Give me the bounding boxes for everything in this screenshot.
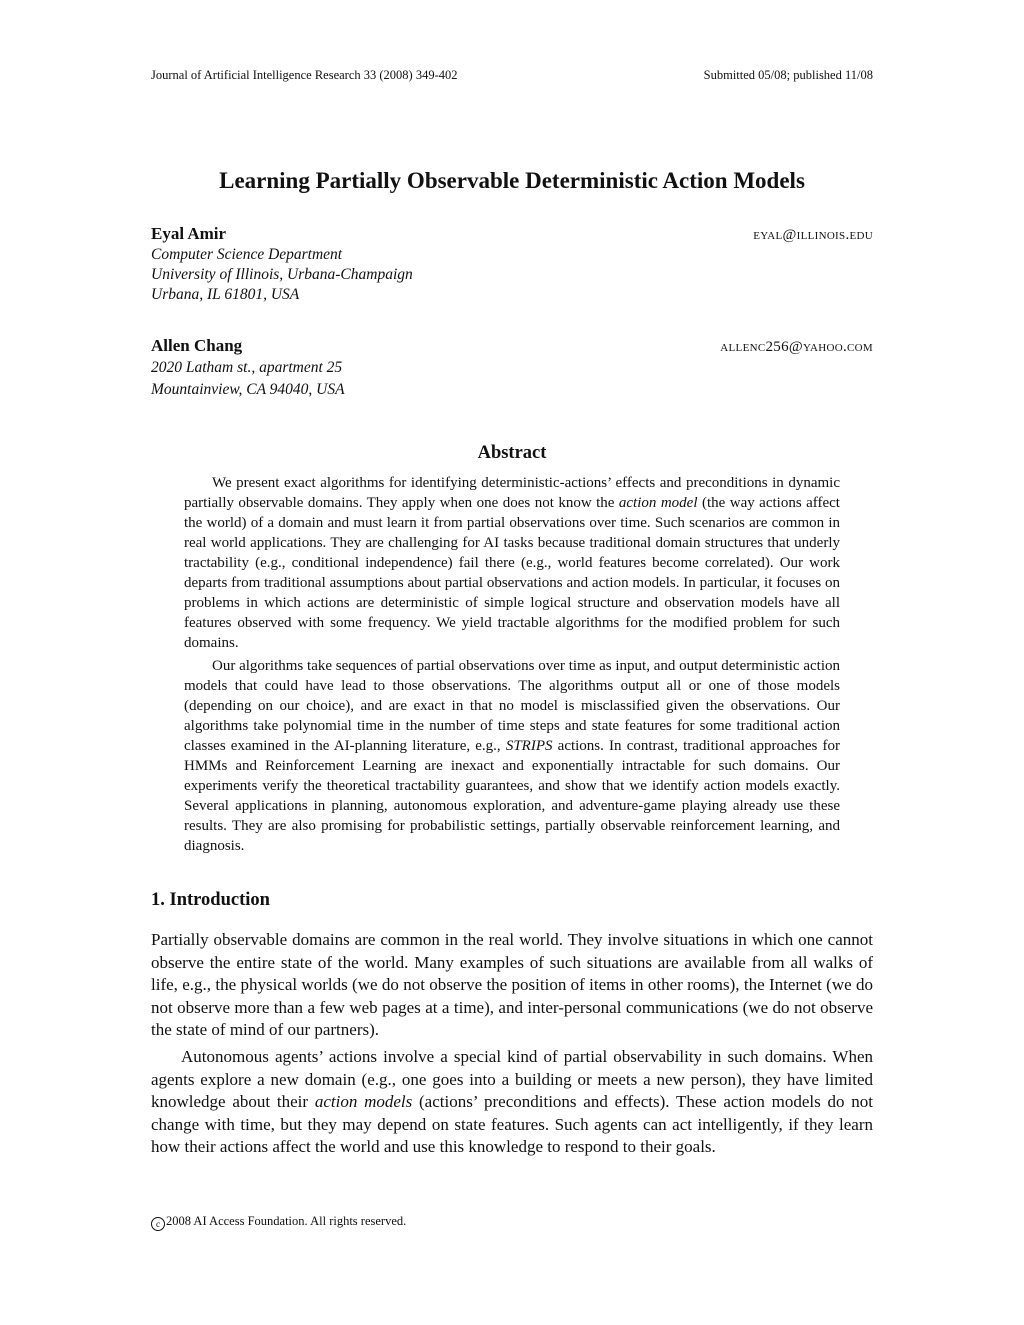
abstract-heading: Abstract	[477, 443, 547, 463]
running-head	[151, 68, 873, 83]
intro-text: Autonomous agents’ actions involve a special kind of partial observability in such domains. When agents explore a new domain (e.g., one goes into a building or meets a new person), they have limited knowledge about their	[151, 1046, 873, 1112]
abstract-emphasis: STRIPS	[505, 738, 553, 754]
introduction-body	[151, 929, 873, 1163]
author-name: Eyal Amir	[151, 224, 227, 243]
author-block	[151, 224, 873, 305]
paper-page	[151, 0, 873, 1325]
copyright-icon: c	[151, 1217, 165, 1231]
abstract-text: Our algorithms take sequences of partial observations over time as input, and output deterministic action models that could have lead to those observations. The algorithms output all or one of those models (depending on our choice), and are exact in that no model is misclassified given the observations. Our algorithms take polynomial time in the number of time steps and state features for some traditional action classes examined in the AI-planning literature, e.g.,	[184, 658, 840, 754]
author-affiliation-line: Urbana, IL 61801, USA	[151, 286, 300, 303]
author-affiliation-line: Mountainview, CA 94040, USA	[151, 381, 345, 398]
abstract-text: actions. In contrast, traditional approaches for HMMs and Reinforcement Learning are inexact and exponentially intractable for such domains. Our experiments verify the theoretical tractability guarantees, and show that we identify action models exactly. Several applications in planning, autonomous exploration, and adventure-game playing already use these results. They are also promising for probabilistic settings, partially observable reinforcement learning, and diagnosis.	[184, 738, 840, 854]
section-heading: 1. Introduction	[151, 890, 270, 910]
author-name: Allen Chang	[151, 336, 243, 355]
author-block	[151, 336, 873, 401]
intro-paragraph	[151, 1046, 873, 1159]
abstract-body	[184, 473, 840, 859]
paper-title: Learning Partially Observable Deterministic Action Models	[219, 168, 805, 193]
intro-emphasis: action models	[314, 1092, 413, 1112]
abstract-paragraph	[184, 656, 840, 856]
intro-text: (actions’ preconditions and effects). These action models do not change with time, but they may depend on state features. Such agents can act intelligently, if they learn how their actions affect the world and use this knowledge to respond to their goals.	[151, 1092, 874, 1157]
abstract-text: (the way actions affect the world) of a domain and must learn it from partial observations over time. Such scenarios are common in real world applications. They are challenging for AI tasks because traditional domain structures that underly tractability (e.g., conditional independence) fail there (e.g., world features become correlated). Our work departs from traditional assumptions about partial observations and action models. In particular, it focuses on problems in which actions are deterministic of simple logical structure and observation models have all features observed with some frequency. We yield tractable algorithms for the modified problem for such domains.	[184, 495, 840, 651]
abstract-paragraph	[184, 473, 840, 653]
abstract-text: We present exact algorithms for identifying deterministic-actions’ effects and preconditions in dynamic partially observable domains. They apply when one does not know the	[184, 475, 840, 511]
journal-citation: Journal of Artificial Intelligence Research 33 (2008) 349-402	[151, 68, 458, 82]
author-affiliation-line: Computer Science Department	[151, 246, 343, 263]
author-affiliation-line: University of Illinois, Urbana-Champaign	[151, 266, 413, 283]
author-email: eyal@illinois.edu	[753, 227, 873, 243]
author-affiliation-line: 2020 Latham st., apartment 25	[151, 359, 343, 376]
copyright-text: 2008 AI Access Foundation. All rights reserved.	[166, 1214, 407, 1228]
copyright-footer	[151, 1213, 873, 1231]
author-email: allenc256@yahoo.com	[720, 339, 873, 355]
abstract-emphasis: action model	[618, 495, 698, 511]
intro-paragraph: Partially observable domains are common in the real world. They involve situations in which one cannot observe the entire state of the world. Many examples of such situations are available from all walks of life, e.g., the physical worlds (we do not observe the position of items in other rooms), the Internet (we do not observe more than a few web pages at a time), and inter-personal communications (we do not observe the state of mind of our partners).	[151, 930, 873, 1040]
submission-dates: Submitted 05/08; published 11/08	[703, 68, 873, 82]
